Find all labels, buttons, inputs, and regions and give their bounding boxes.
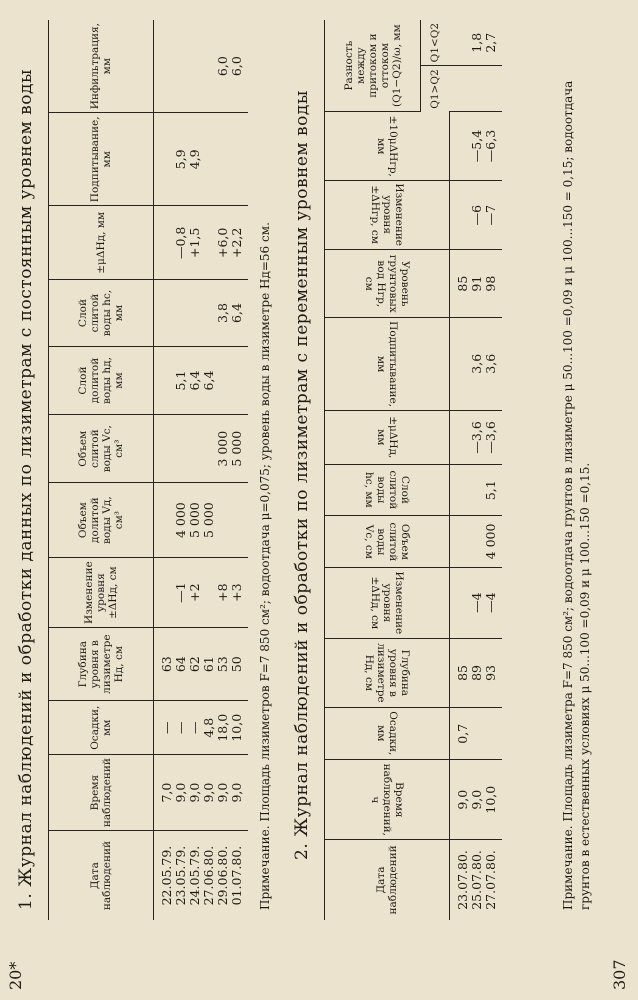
table-cell: 3,6: [484, 317, 502, 410]
table-cell: [450, 112, 471, 181]
table-row: [154, 20, 175, 920]
table-cell: —: [154, 701, 175, 755]
table1-title: 1. Журнал наблюдений и обработки данных по лизиметрам с постоянным уровнем воды: [16, 69, 36, 910]
table-cell: —7: [484, 180, 502, 250]
table-cell: [230, 483, 248, 558]
table-cell: 6,0: [230, 20, 248, 113]
table-cell: —0,8: [174, 206, 188, 280]
table-cell: [470, 708, 484, 760]
table2: [324, 20, 502, 920]
table-row: [202, 20, 216, 920]
table-cell: [484, 66, 502, 112]
table-cell: [470, 66, 484, 112]
table-cell: [216, 113, 230, 206]
table-cell: [202, 206, 216, 280]
table-row: [484, 20, 502, 920]
t2-header: Осадки, мм: [325, 708, 450, 760]
table-cell: 62: [188, 627, 202, 700]
table-cell: [154, 20, 175, 113]
table2-note: Примечание. Площадь лизиметра F=7 850 см²; водоотдача грунтов в лизиметре μ 50...100 =0,09 и μ 100...150 = 0,15; водоотдача грунтов в естественных условиях μ 50...100 =0,09 и μ 100...150 =0,15.: [561, 80, 592, 910]
table-cell: —6,3: [484, 112, 502, 181]
table-cell: [202, 558, 216, 628]
table-cell: 4,8: [202, 701, 216, 755]
table-cell: 4,9: [188, 113, 202, 206]
table-cell: [216, 483, 230, 558]
table-cell: 98: [484, 250, 502, 317]
table-cell: 6,4: [230, 280, 248, 346]
table-cell: 10,0: [484, 760, 502, 839]
table-cell: 93: [484, 638, 502, 707]
table-cell: 6,0: [216, 20, 230, 113]
t2-header: Изменение уровня ±ΔHд, см: [325, 567, 450, 638]
table-cell: [450, 567, 471, 638]
table-cell: [450, 180, 471, 250]
table-cell: 5,1: [174, 346, 188, 415]
table-cell: 85: [450, 250, 471, 317]
t2-header: Изменение уровня ±ΔHгр, см: [325, 180, 450, 250]
table-cell: 01.07.80.: [229, 845, 244, 906]
table-cell: [188, 415, 202, 483]
table-cell: —3,6: [470, 410, 484, 464]
table-cell: [450, 410, 471, 464]
t2-header: Уровень грунтовых вод Hгр, см: [325, 250, 450, 317]
table-cell: 91: [470, 250, 484, 317]
table-cell: [154, 415, 175, 483]
table-row: [188, 20, 202, 920]
table-cell: +3: [230, 558, 248, 628]
table-cell: 89: [470, 638, 484, 707]
table-cell: 9,0: [230, 755, 248, 831]
table-cell: 25.07.80.: [469, 850, 484, 910]
table-cell: 9,0: [470, 760, 484, 839]
table-cell: [154, 558, 175, 628]
page-number-left: 20*: [6, 961, 25, 990]
table-cell: 5,9: [174, 113, 188, 206]
t1-header: Объем слитой воды Vс, см³: [49, 415, 154, 483]
table-cell: +6,0: [216, 206, 230, 280]
table-cell: 29.06.80.: [215, 845, 230, 906]
table-cell: 27.06.80.: [201, 845, 216, 906]
table-cell: 53: [216, 627, 230, 700]
table-cell: 0,7: [450, 708, 471, 760]
t1-header: Подпитывание, мм: [49, 113, 154, 206]
table-cell: 5 000: [188, 483, 202, 558]
t1-header: Дата наблюдений: [49, 831, 154, 920]
t1-header: Объем долитой воды Vд, см³: [49, 483, 154, 558]
table-cell: [154, 113, 175, 206]
table-cell: 27.07.80.: [483, 850, 498, 910]
table-cell: [484, 708, 502, 760]
table-cell: 4 000: [484, 516, 502, 567]
table-cell: —5,4: [470, 112, 484, 181]
table-cell: 6,4: [202, 346, 216, 415]
table-row: [230, 20, 248, 920]
table2-title: 2. Журнал наблюдений и обработки по лизиметрам с переменным уровнем воды: [292, 90, 312, 860]
table-cell: 2,7: [484, 20, 502, 66]
t2-header: Подпитывание, мм: [325, 317, 450, 410]
table-cell: [450, 20, 471, 66]
table-cell: 23.05.79.: [173, 845, 188, 906]
table-cell: 7,0: [154, 755, 175, 831]
table-cell: 61: [202, 627, 216, 700]
table-cell: 64: [174, 627, 188, 700]
t1-header: ±μΔHд, мм: [49, 206, 154, 280]
table-cell: 24.05.79.: [187, 845, 202, 906]
table-cell: [154, 280, 175, 346]
t2-header: ±μΔHд, мм: [325, 410, 450, 464]
table-cell: 9,0: [216, 755, 230, 831]
table-cell: [450, 66, 471, 112]
table-cell: [470, 465, 484, 516]
table-cell: 1,8: [470, 20, 484, 66]
table-cell: —6: [470, 180, 484, 250]
table-cell: 22.05.79.: [159, 845, 174, 906]
table-cell: 63: [154, 627, 175, 700]
table-cell: [154, 206, 175, 280]
table-cell: [202, 20, 216, 113]
t1-header: Время наблюдений: [49, 755, 154, 831]
table-cell: 6,4: [188, 346, 202, 415]
table-row: [216, 20, 230, 920]
table-cell: [230, 113, 248, 206]
t2-header: Объем слитой воды Vс, см: [325, 516, 450, 567]
table-cell: [202, 280, 216, 346]
table-cell: 9,0: [174, 755, 188, 831]
t1-header: Глубина уровня в лизиметре Hд, см: [49, 627, 154, 700]
table1: [48, 20, 248, 920]
table-cell: —1: [174, 558, 188, 628]
t2-header: Слой слитой воды hс, мм: [325, 465, 450, 516]
table-cell: 9,0: [188, 755, 202, 831]
table-cell: 3,6: [470, 317, 484, 410]
table-cell: —4: [470, 567, 484, 638]
t2-subheader: Q1>Q2: [421, 66, 450, 112]
page-number-right: 307: [610, 959, 629, 990]
table-cell: [154, 346, 175, 415]
table-cell: 85: [450, 638, 471, 707]
table-cell: —3,6: [484, 410, 502, 464]
table-cell: 23.07.80.: [455, 850, 470, 910]
t2-header: Дата наблюдений: [325, 839, 450, 920]
table-cell: [154, 483, 175, 558]
table-cell: —4: [484, 567, 502, 638]
t1-header: Осадки, мм: [49, 701, 154, 755]
table-cell: [450, 317, 471, 410]
table-cell: 10,0: [230, 701, 248, 755]
table-cell: 3 000: [216, 415, 230, 483]
table-cell: [450, 465, 471, 516]
table-cell: [174, 20, 188, 113]
t1-header: Слой слитой воды hс, мм: [49, 280, 154, 346]
table-cell: +2: [188, 558, 202, 628]
table1-note: Примечание. Площадь лизиметров F=7 850 см²; водоотдача μ=0,075; уровень воды в лизиметре Hд=56 см.: [258, 222, 272, 910]
table-cell: —: [188, 701, 202, 755]
table-cell: —: [174, 701, 188, 755]
t2-header: Разность между притоком и оттоком (Q1−Q2)/ω, мм: [325, 20, 421, 112]
table-cell: +8: [216, 558, 230, 628]
t1-header: Слой долитой воды hд, мм: [49, 346, 154, 415]
table-cell: [470, 516, 484, 567]
table-row: [470, 20, 484, 920]
table-cell: 18,0: [216, 701, 230, 755]
table-cell: +2,2: [230, 206, 248, 280]
table-cell: 4 000: [174, 483, 188, 558]
table-cell: 9,0: [450, 760, 471, 839]
table-cell: [202, 415, 216, 483]
table-row: [450, 20, 471, 920]
table-cell: 5,1: [484, 465, 502, 516]
table-cell: [174, 280, 188, 346]
t1-header: Инфильтрация, мм: [49, 20, 154, 113]
table-cell: [450, 516, 471, 567]
t2-header: ±10μΔHгр, мм: [325, 112, 450, 181]
table-cell: [188, 280, 202, 346]
table-cell: +1,5: [188, 206, 202, 280]
table-cell: 5 000: [202, 483, 216, 558]
table-cell: [202, 113, 216, 206]
table-row: [174, 20, 188, 920]
table-cell: [174, 415, 188, 483]
table-cell: [188, 20, 202, 113]
t2-subheader: Q1<Q2: [421, 20, 450, 66]
t2-header: Глубина уровня в лизиметре Hд, см: [325, 638, 450, 707]
table-cell: 3,8: [216, 280, 230, 346]
table-cell: 5 000: [230, 415, 248, 483]
t1-header: Изменение уровня ±ΔHд, см: [49, 558, 154, 628]
t2-header: Время наблюдений, ч: [325, 760, 450, 839]
table-cell: [230, 346, 248, 415]
table-cell: 9,0: [202, 755, 216, 831]
table-cell: 50: [230, 627, 248, 700]
table-cell: [216, 346, 230, 415]
